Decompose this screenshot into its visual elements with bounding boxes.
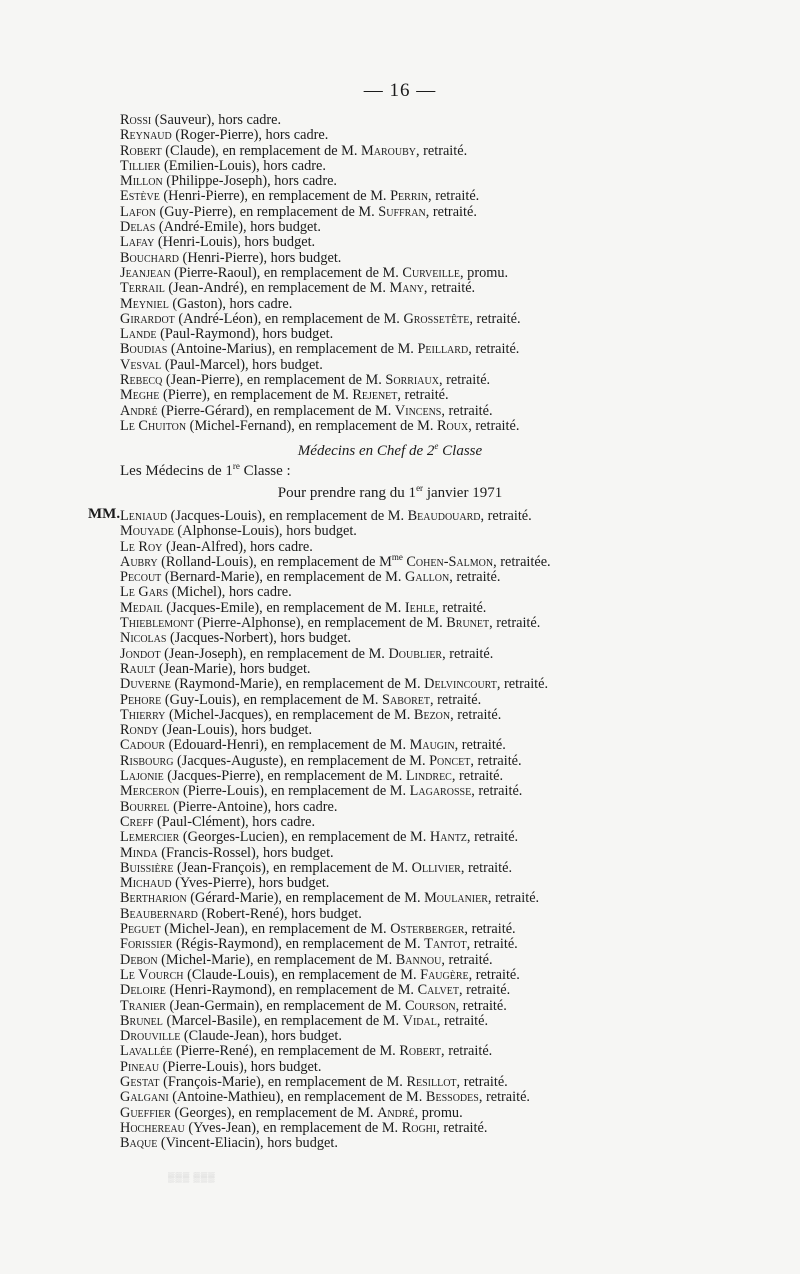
list-item xyxy=(120,205,680,220)
replaced-officer-surname: Ollivier xyxy=(411,859,461,876)
replaced-officer-surname: Lindrec xyxy=(405,768,452,785)
officer-details: (Georges-Lucien), en remplacement de M. xyxy=(179,829,430,846)
list-item xyxy=(120,738,680,753)
replacement-status: , retraité. xyxy=(438,372,491,389)
list-item xyxy=(120,113,680,128)
officer-details: (Michel-Marie), en remplacement de M. xyxy=(157,951,396,968)
officer-details: (Michel-Jacques), en remplacement de M. xyxy=(165,706,414,723)
officer-details: (Claude), en remplacement de M. xyxy=(161,142,362,159)
replaced-officer-surname: Many xyxy=(389,280,424,297)
officer-surname: Gueffier xyxy=(120,1104,171,1121)
officer-surname: Jondot xyxy=(120,645,161,662)
officer-details: (Jacques-Norbert), hors budget. xyxy=(166,630,352,647)
list-item xyxy=(120,937,680,952)
replaced-officer-surname: André xyxy=(377,1104,415,1121)
officer-details: (Gérard-Marie), en remplacement de M. xyxy=(186,890,425,907)
list-item xyxy=(120,342,680,357)
officer-surname: Lande xyxy=(120,326,157,343)
officer-details: (Jean-Louis), hors budget. xyxy=(158,722,313,739)
replacement-status: , retraité. xyxy=(435,599,487,616)
replacement-status: , retraité. xyxy=(450,706,502,723)
officer-details: (Robert-René), hors budget. xyxy=(197,905,362,922)
rank-date-line: Pour prendre rang du 1er janvier 1971 xyxy=(277,483,503,501)
officer-surname: Risbourg xyxy=(120,752,174,769)
officer-surname: Lemercier xyxy=(120,829,180,846)
officer-surname: Tillier xyxy=(120,157,161,174)
list-item xyxy=(120,830,680,845)
officer-details: (Pierre-René), en remplacement de M. xyxy=(172,1043,400,1060)
replaced-officer-surname: Courson xyxy=(404,997,456,1014)
officer-details: (Pierre-Alphonse), en remplacement de M. xyxy=(193,615,447,632)
list-item xyxy=(120,907,680,922)
officer-details: (Jean-Joseph), en remplacement de M. xyxy=(160,645,389,662)
replaced-officer-surname: Resillot xyxy=(406,1073,457,1090)
replacement-status: , promu. xyxy=(414,1104,463,1121)
replacement-status: , retraité. xyxy=(397,387,449,404)
replacement-status: , retraité. xyxy=(456,1073,508,1090)
officer-surname: Meghe xyxy=(120,387,160,404)
officer-details: (Francis-Rossel), hors budget. xyxy=(157,844,334,861)
officer-surname: Merceron xyxy=(120,783,180,800)
officer-details: (Régis-Raymond), en remplacement de M. xyxy=(172,936,425,953)
officer-details: (Alphonse-Louis), hors budget. xyxy=(173,523,357,540)
replaced-officer-surname: Bannou xyxy=(395,951,442,968)
officer-surname: Creff xyxy=(120,813,154,830)
officer-details: (Pierre), en remplacement de M. xyxy=(159,387,353,404)
replacement-status: , retraité. xyxy=(489,615,541,632)
list-item xyxy=(120,1029,680,1044)
list-item xyxy=(120,312,680,327)
list-item xyxy=(120,953,680,968)
replaced-officer-surname: Marouby xyxy=(361,142,416,159)
replaced-officer-surname: Grossetête xyxy=(403,310,470,327)
list-item xyxy=(120,784,680,799)
list-item xyxy=(120,601,680,616)
list-item xyxy=(120,846,680,861)
officer-details: (Pierre-Gérard), en remplacement de M. xyxy=(157,402,395,419)
officer-details: (Jacques-Auguste), en remplacement de M. xyxy=(173,752,430,769)
officer-details: (Vincent-Eliacin), hors budget. xyxy=(157,1135,338,1152)
appointment-list-continued xyxy=(120,113,680,434)
list-item xyxy=(120,327,680,342)
replaced-officer-surname: Roux xyxy=(437,417,469,434)
list-item xyxy=(120,1136,680,1151)
replacement-status: , retraité. xyxy=(496,676,549,693)
list-item xyxy=(120,769,680,784)
list-item xyxy=(120,754,680,769)
officer-surname: Aubry xyxy=(120,553,158,570)
officer-details: (Jean-Germain), en remplacement de M. xyxy=(165,997,405,1014)
officer-details: (Paul-Clément), hors cadre. xyxy=(153,813,316,830)
officer-details: (Guy-Pierre), en remplacement de M. xyxy=(155,203,379,220)
appointment-list-medecins-en-chef xyxy=(120,509,680,1151)
replaced-officer-surname: Calvet xyxy=(417,982,459,999)
officer-surname: Le Roy xyxy=(120,538,163,555)
officer-surname: Le Vourch xyxy=(120,966,184,983)
officer-details: (Antoine-Marius), en remplacement de M. xyxy=(167,341,418,358)
officer-details: (Guy-Louis), en remplacement de M. xyxy=(161,691,383,708)
officer-details: (Paul-Marcel), hors budget. xyxy=(161,356,323,373)
officer-surname: Buissière xyxy=(120,859,174,876)
replaced-officer-surname: Poncet xyxy=(429,752,471,769)
page-number: — 16 — xyxy=(363,80,437,101)
replacement-status: , promu. xyxy=(460,264,509,281)
officer-surname: Rossi xyxy=(120,112,152,128)
replaced-officer-surname: Bessodes xyxy=(425,1089,479,1106)
list-item xyxy=(120,693,680,708)
replaced-officer-surname: Faugère xyxy=(420,966,469,983)
replaced-officer-surname: Curveille xyxy=(402,264,461,281)
replaced-officer-surname: Lagarosse xyxy=(409,783,472,800)
replaced-officer-surname: Maugin xyxy=(409,737,455,754)
officer-surname: Lafay xyxy=(120,234,155,251)
officer-details: (Yves-Pierre), hors budget. xyxy=(171,875,330,892)
officer-surname: Rebecq xyxy=(120,372,163,389)
list-item xyxy=(120,1121,680,1136)
list-item xyxy=(120,220,680,235)
officer-surname: Rondy xyxy=(120,722,159,739)
replaced-officer-surname: Saboret xyxy=(382,691,430,708)
replacement-status: , retraité. xyxy=(436,1012,489,1029)
officer-surname: Lafon xyxy=(120,203,156,220)
officer-details: (Michel-Jean), en remplacement de M. xyxy=(160,921,391,938)
replacement-status: , retraité. xyxy=(441,1043,493,1060)
list-item xyxy=(120,876,680,891)
section-heading: Médecins en Chef de 2e Classe xyxy=(297,441,483,459)
officer-details: (Henri-Louis), hors budget. xyxy=(154,234,316,251)
officer-details: (André-Léon), en remplacement de M. xyxy=(174,310,404,327)
officer-surname: Galgani xyxy=(120,1089,169,1106)
replaced-officer-surname: Cohen-Salmon xyxy=(406,553,494,570)
officer-details: (Gaston), hors cadre. xyxy=(168,295,293,312)
list-item xyxy=(120,1106,680,1121)
replacement-status: , retraité. xyxy=(451,768,504,785)
section-subheading: Les Médecins de 1re Classe : xyxy=(120,461,291,479)
officer-surname: Deloire xyxy=(120,982,166,999)
list-item xyxy=(120,144,680,159)
officer-details: (Pierre-Antoine), hors cadre. xyxy=(169,798,338,815)
list-item xyxy=(120,570,680,585)
officer-surname: Michaud xyxy=(120,875,172,892)
replaced-officer-surname: Roghi xyxy=(401,1119,437,1136)
replacement-status: , retraité. xyxy=(480,508,532,524)
list-item xyxy=(120,585,680,600)
list-item xyxy=(120,662,680,677)
officer-details: (Jacques-Pierre), en remplacement de M. xyxy=(163,768,406,785)
replacement-status: , retraité. xyxy=(436,1119,488,1136)
replaced-officer-surname: Tantot xyxy=(424,936,467,953)
list-item xyxy=(120,358,680,373)
list-item xyxy=(120,891,680,906)
officer-surname: Baque xyxy=(120,1135,158,1152)
officer-surname: Hochereau xyxy=(120,1119,185,1136)
officer-surname: Forissier xyxy=(120,936,173,953)
officer-details: (Yves-Jean), en remplacement de M. xyxy=(184,1119,402,1136)
officer-surname: Jeanjean xyxy=(120,264,171,281)
list-item xyxy=(120,1014,680,1029)
officer-surname: Lajonie xyxy=(120,768,164,785)
list-item xyxy=(120,1060,680,1075)
officer-surname: Thieblemont xyxy=(120,615,194,632)
officer-details: (Jacques-Emile), en remplacement de M. xyxy=(162,599,405,616)
replacement-status: , retraité. xyxy=(458,982,511,999)
replacement-status: , retraité. xyxy=(487,890,540,907)
officer-details: (Michel), hors cadre. xyxy=(168,584,292,601)
replacement-status: , retraité. xyxy=(468,341,520,358)
replacement-status: , retraitée. xyxy=(493,553,551,570)
list-item xyxy=(120,419,680,434)
replaced-officer-surname: Iehle xyxy=(404,599,436,616)
officer-surname: Rault xyxy=(120,660,156,677)
officer-details: (Jean-Marie), hors budget. xyxy=(155,660,311,677)
replaced-officer-surname: Osterberger xyxy=(390,921,465,938)
replacement-status: , retraité. xyxy=(425,203,477,220)
replacement-status: , retraité. xyxy=(469,310,521,327)
officer-details: (Jacques-Louis), en remplacement de M. xyxy=(167,508,408,524)
officer-details: (Edouard-Henri), en remplacement de M. xyxy=(165,737,410,754)
officer-surname: Mouyade xyxy=(120,523,174,540)
officer-details: (Pierre-Louis), hors budget. xyxy=(159,1058,322,1075)
list-item xyxy=(120,968,680,983)
replaced-officer-surname: Brunet xyxy=(446,615,490,632)
replaced-officer-surname: Sorriaux xyxy=(385,372,439,389)
list-item xyxy=(120,616,680,631)
officer-details: (Henri-Pierre), hors budget. xyxy=(178,249,342,266)
replaced-officer-surname: Doublier xyxy=(388,645,443,662)
officer-surname: Brunel xyxy=(120,1012,163,1029)
replacement-status: , retraité. xyxy=(449,569,501,586)
officer-surname: Pehore xyxy=(120,691,162,708)
officer-surname: Girardot xyxy=(120,310,175,327)
officer-details: (Henri-Raymond), en remplacement de M. xyxy=(165,982,418,999)
officer-details: (Bernard-Marie), en remplacement de M. xyxy=(161,569,406,586)
replacement-status: , retraité. xyxy=(468,417,520,434)
replacement-status: , retraité. xyxy=(442,645,494,662)
list-item xyxy=(120,677,680,692)
officer-surname: Beaubernard xyxy=(120,905,198,922)
list-item xyxy=(120,631,680,646)
list-item xyxy=(120,524,680,539)
officer-surname: Terrail xyxy=(120,280,165,297)
officer-surname: Le Chuiton xyxy=(120,417,187,434)
list-item xyxy=(120,388,680,403)
replacement-status: , retraité. xyxy=(441,402,493,419)
officer-surname: André xyxy=(120,402,158,419)
replacement-status: , retraité. xyxy=(455,997,507,1014)
replacement-status: , retraité. xyxy=(466,936,518,953)
replacement-status: , retraité. xyxy=(454,737,506,754)
officer-surname: Vesval xyxy=(120,356,162,373)
replacement-status: , retraité. xyxy=(471,783,523,800)
list-item xyxy=(120,999,680,1014)
list-item xyxy=(120,1075,680,1090)
officer-details: (Roger-Pierre), hors cadre. xyxy=(171,127,329,144)
officer-surname: Boudias xyxy=(120,341,168,358)
list-item xyxy=(120,723,680,738)
officer-details: (Claude-Jean), hors budget. xyxy=(180,1028,342,1045)
replaced-officer-surname: Delvincourt xyxy=(424,676,497,693)
replaced-officer-surname: Bezon xyxy=(413,706,451,723)
officer-surname: Debon xyxy=(120,951,158,968)
replacement-status: , retraité. xyxy=(468,966,520,983)
replacement-status: , retraité. xyxy=(460,859,513,876)
officer-details: (Emilien-Louis), hors cadre. xyxy=(160,157,326,174)
list-item xyxy=(120,509,680,524)
list-item xyxy=(120,174,680,189)
list-item xyxy=(120,708,680,723)
officer-surname: Tranier xyxy=(120,997,166,1014)
list-item xyxy=(120,235,680,250)
officer-surname: Bouchard xyxy=(120,249,179,266)
officer-surname: Duverne xyxy=(120,676,171,693)
officer-surname: Delas xyxy=(120,219,156,236)
officer-details: (Antoine-Mathieu), en remplacement de M. xyxy=(168,1089,426,1106)
officer-surname: Bourrel xyxy=(120,798,170,815)
replacement-status: , retraité. xyxy=(478,1089,531,1106)
replacement-status: , retraité. xyxy=(441,951,493,968)
replaced-officer-surname: Robert xyxy=(399,1043,442,1060)
list-item xyxy=(120,128,680,143)
replaced-officer-surname: Vidal xyxy=(402,1012,437,1029)
list-item xyxy=(120,800,680,815)
list-item xyxy=(120,922,680,937)
officer-details: (Claude-Louis), en remplacement de M. xyxy=(183,966,421,983)
officer-details: (Pierre-Louis), en remplacement de M. xyxy=(179,783,410,800)
officer-surname: Leniaud xyxy=(120,508,168,524)
officer-surname: Meyniel xyxy=(120,295,169,312)
officer-details: (Paul-Raymond), hors budget. xyxy=(156,326,334,343)
replacement-status: , retraité. xyxy=(430,691,482,708)
replacement-status: , retraité. xyxy=(464,921,516,938)
list-item xyxy=(120,861,680,876)
replacement-status: , retraité. xyxy=(428,188,480,205)
list-item xyxy=(120,552,680,570)
list-item xyxy=(120,983,680,998)
officer-surname: Drouville xyxy=(120,1028,181,1045)
officer-surname: Lavallée xyxy=(120,1043,173,1060)
replaced-officer-surname: Peillard xyxy=(417,341,469,358)
list-item xyxy=(120,159,680,174)
replaced-officer-surname: Hantz xyxy=(429,829,467,846)
officer-surname: Bertharion xyxy=(120,890,187,907)
list-item xyxy=(120,297,680,312)
officer-details: (Jean-Pierre), en remplacement de M. xyxy=(162,372,386,389)
replaced-officer-surname: Perrin xyxy=(390,188,429,205)
replaced-officer-surname: Vincens xyxy=(394,402,442,419)
officer-details: (Rolland-Louis), en remplacement de M xyxy=(157,553,392,570)
replacement-status: , retraité. xyxy=(470,752,522,769)
list-item xyxy=(120,815,680,830)
officer-details: (Philippe-Joseph), hors cadre. xyxy=(162,173,338,190)
officer-surname: Robert xyxy=(120,142,162,159)
list-item xyxy=(120,281,680,296)
replacement-status: , retraité. xyxy=(466,829,519,846)
officer-surname: Medail xyxy=(120,599,163,616)
officer-surname: Pineau xyxy=(120,1058,160,1075)
list-item xyxy=(120,251,680,266)
officer-surname: Peguet xyxy=(120,921,161,938)
officer-details: (André-Emile), hors budget. xyxy=(155,219,321,236)
replaced-officer-surname: Beaudouard xyxy=(407,508,481,524)
replaced-officer-surname: Rejenet xyxy=(352,387,398,404)
replaced-officer-surname: Moulanier xyxy=(424,890,488,907)
list-item xyxy=(120,373,680,388)
replaced-officer-surname: Suffran xyxy=(378,203,426,220)
officer-surname: Minda xyxy=(120,844,158,861)
list-item xyxy=(120,266,680,281)
officer-surname: Gestat xyxy=(120,1073,160,1090)
officer-surname: Pecout xyxy=(120,569,162,586)
list-item xyxy=(120,1090,680,1105)
officer-details: (Marcel-Basile), en remplacement de M. xyxy=(162,1012,403,1029)
faint-stamp-mark: ▒▒▒ ▒▒▒ xyxy=(168,1172,216,1182)
list-item xyxy=(120,647,680,662)
title-superscript: me xyxy=(391,552,403,563)
list-item xyxy=(120,404,680,419)
officer-details: (Henri-Pierre), en remplacement de M. xyxy=(159,188,391,205)
officer-details: (François-Marie), en remplacement de M. xyxy=(159,1073,407,1090)
officer-details: (Jean-François), en remplacement de M. xyxy=(173,859,412,876)
officer-details: (Pierre-Raoul), en remplacement de M. xyxy=(170,264,403,281)
officer-details: (Jean-Alfred), hors cadre. xyxy=(162,538,313,555)
mm-label: MM. xyxy=(88,506,121,522)
officer-surname: Thierry xyxy=(120,706,166,723)
officer-surname: Cadour xyxy=(120,737,166,754)
officer-details: (Jean-André), en remplacement de M. xyxy=(164,280,390,297)
replacement-status: , retraité. xyxy=(423,280,476,297)
officer-surname: Le Gars xyxy=(120,584,169,601)
officer-surname: Nicolas xyxy=(120,630,167,647)
list-item xyxy=(120,1044,680,1059)
officer-surname: Millon xyxy=(120,173,163,190)
officer-details: (Michel-Fernand), en remplacement de M. xyxy=(186,417,438,434)
replacement-status: , retraité. xyxy=(415,142,468,159)
officer-details: (Georges), en remplacement de M. xyxy=(170,1104,378,1121)
officer-details: (Raymond-Marie), en remplacement de M. xyxy=(170,676,425,693)
officer-surname: Reynaud xyxy=(120,127,172,144)
list-item xyxy=(120,189,680,204)
officer-details: (Sauveur), hors cadre. xyxy=(151,112,282,128)
replaced-officer-surname: Gallon xyxy=(405,569,450,586)
officer-surname: Estève xyxy=(120,188,160,205)
